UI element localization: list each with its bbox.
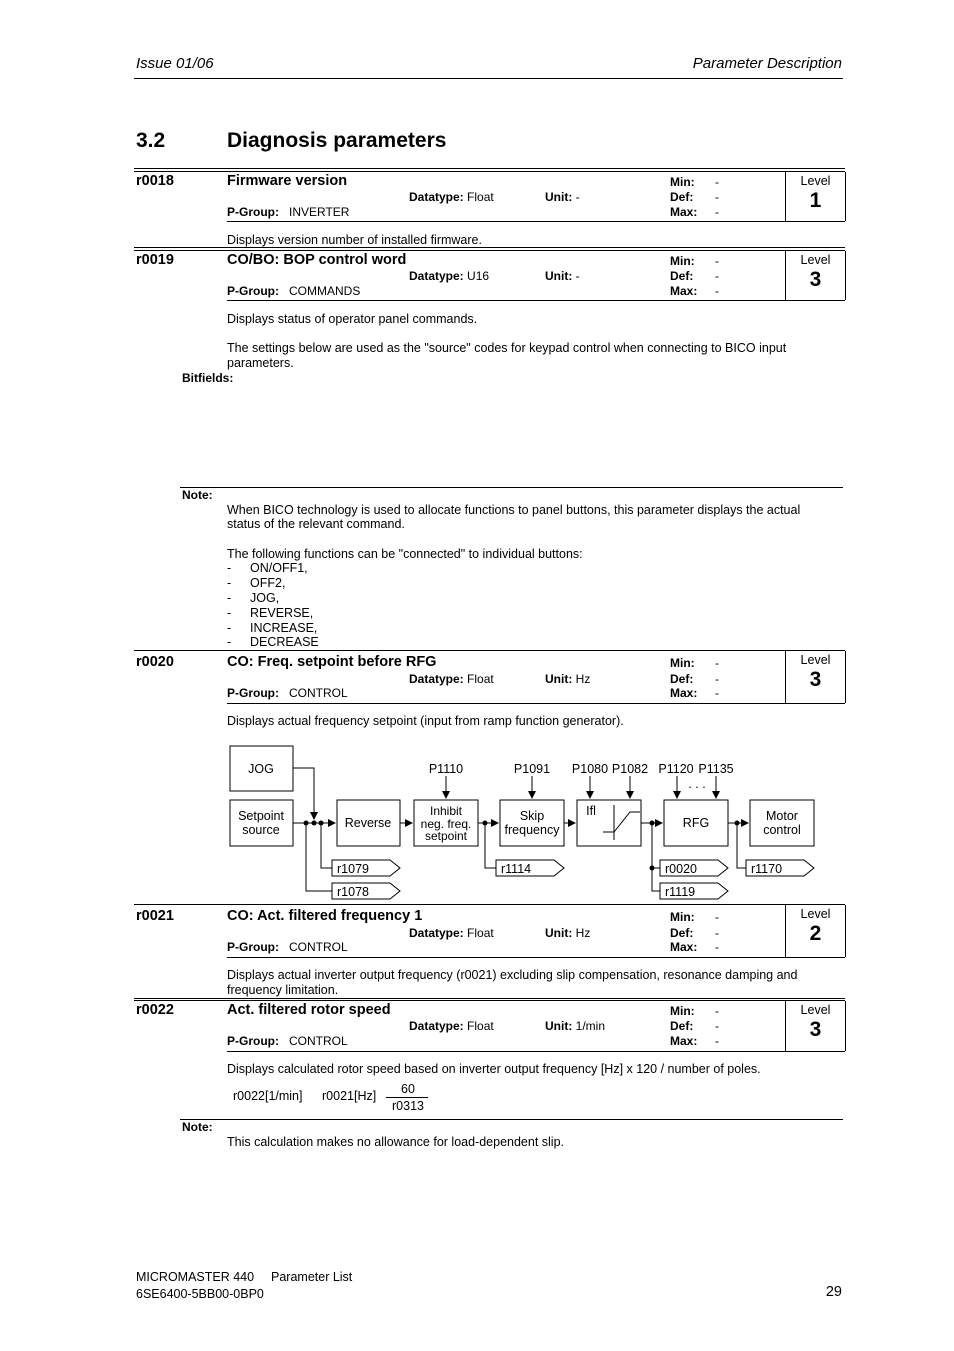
param-p1091: P1091 [513, 762, 551, 776]
unit-value: - [575, 190, 580, 204]
datatype-label: Datatype: [409, 1019, 464, 1033]
param-p1135: P1135 [698, 762, 734, 776]
r1079-tap [321, 823, 332, 868]
fraction-bar [386, 1097, 428, 1098]
def-value: - [715, 926, 719, 940]
unit-value: Hz [575, 672, 591, 686]
param-title: Firmware version [227, 173, 348, 189]
min-value: - [715, 656, 719, 670]
min-label: Min: [670, 656, 695, 670]
level-value: 3 [809, 268, 822, 291]
datatype-label: Datatype: [409, 672, 464, 686]
param-description: Displays actual inverter output frequency (r0021) excluding slip compensation, resonance damping and [227, 968, 798, 982]
def-value: - [715, 672, 719, 686]
page-number: 29 [825, 1284, 842, 1300]
r0020-tap [652, 823, 660, 868]
param-id: r0019 [136, 252, 174, 268]
min-label: Min: [670, 1004, 695, 1018]
output-r1078: r1078 [337, 885, 369, 899]
min-value: - [715, 175, 719, 189]
motor-label-1: Motor [766, 809, 798, 823]
param-id: r0022 [136, 1002, 174, 1018]
max-label: Max: [670, 205, 698, 219]
setpoint-label-1: Setpoint [238, 809, 284, 823]
def-label: Def: [670, 190, 694, 204]
max-value: - [715, 284, 719, 298]
def-label: Def: [670, 926, 694, 940]
header-title: Parameter Description [692, 55, 842, 72]
level-value: 3 [809, 1018, 822, 1041]
r1170-tap [737, 823, 746, 868]
pgroup-label: P-Group: [227, 284, 279, 298]
param-p1082: P1082 [611, 762, 649, 776]
note-text: The following functions can be "connected" to individual buttons: [227, 547, 583, 561]
pgroup-value: INVERTER [289, 205, 350, 219]
param-p1080: P1080 [571, 762, 609, 776]
r1119-tap [652, 868, 660, 891]
list-item: - REVERSE, [227, 606, 314, 620]
datatype-value: Float [467, 926, 494, 940]
param-title: Act. filtered rotor speed [227, 1002, 391, 1018]
level-label: Level [800, 253, 831, 267]
def-value: - [715, 190, 719, 204]
level-label: Level [800, 653, 831, 667]
unit-value: - [575, 269, 580, 283]
note-text: This calculation makes no allowance for load-dependent slip. [227, 1135, 564, 1149]
note-label: Note: [182, 488, 213, 502]
def-value: - [715, 1019, 719, 1033]
output-r1114: r1114 [501, 862, 532, 876]
param-id: r0021 [136, 908, 174, 924]
list-item: - DECREASE [227, 635, 319, 649]
header-issue: Issue 01/06 [136, 55, 214, 72]
note-text: status of the relevant command. [227, 517, 405, 531]
unit-label: Unit: [545, 672, 573, 686]
param-description: Displays calculated rotor speed based on inverter output frequency [Hz] x 120 / number of poles. [227, 1062, 761, 1076]
def-label: Def: [670, 269, 694, 283]
r1078-tap [306, 823, 332, 891]
max-value: - [715, 686, 719, 700]
level-box [785, 905, 846, 957]
min-value: - [715, 1004, 719, 1018]
min-label: Min: [670, 175, 695, 189]
max-label: Max: [670, 284, 698, 298]
level-label: Level [800, 907, 831, 921]
footer-product: MICROMASTER 440 [136, 1270, 255, 1284]
param-description: Displays actual frequency setpoint (input from ramp function generator). [227, 714, 624, 728]
param-description: Displays status of operator panel commands. [227, 312, 478, 326]
datatype-value: Float [467, 1019, 494, 1033]
level-label: Level [800, 1003, 831, 1017]
jog-label: JOG [248, 762, 274, 776]
param-id: r0018 [136, 173, 174, 189]
max-value: - [715, 1034, 719, 1048]
unit-label: Unit: [545, 190, 573, 204]
max-label: Max: [670, 1034, 698, 1048]
note-text: When BICO technology is used to allocate functions to panel buttons, this parameter displays the actual [227, 503, 801, 517]
unit-value: Hz [575, 926, 591, 940]
min-value: - [715, 910, 719, 924]
param-title: CO/BO: BOP control word [227, 252, 407, 268]
formula-lhs: r0022[1/min] [233, 1089, 303, 1103]
list-item: - JOG, [227, 591, 280, 605]
datatype-value: Float [467, 672, 494, 686]
output-r1170: r1170 [751, 862, 783, 876]
r1114-tap [485, 823, 496, 868]
min-value: - [715, 254, 719, 268]
pgroup-value: COMMANDS [289, 284, 361, 298]
param-title: CO: Act. filtered frequency 1 [227, 908, 423, 924]
param-description: parameters. [227, 356, 294, 370]
max-value: - [715, 940, 719, 954]
setpoint-label-2: source [242, 823, 280, 837]
list-item: - ON/OFF1, [227, 561, 308, 575]
unit-value: 1/min [575, 1019, 606, 1033]
datatype-value: Float [467, 190, 494, 204]
pgroup-value: CONTROL [289, 940, 348, 954]
datatype-label: Datatype: [409, 926, 464, 940]
unit-label: Unit: [545, 269, 573, 283]
footer-doc: Parameter List [271, 1270, 353, 1284]
level-value: 3 [809, 668, 822, 691]
output-r0020: r0020 [665, 862, 697, 876]
footer-code: 6SE6400-5BB00-0BP0 [136, 1287, 264, 1301]
pgroup-label: P-Group: [227, 205, 279, 219]
param-description: The settings below are used as the "source" codes for keypad control when connecting to BICO input [227, 341, 787, 355]
jog-line [293, 768, 314, 819]
formula-numerator: 60 [401, 1082, 415, 1096]
note-rule [180, 1119, 843, 1120]
list-item: - OFF2, [227, 576, 286, 590]
pgroup-label: P-Group: [227, 686, 279, 700]
section-title: Diagnosis parameters [227, 129, 447, 152]
unit-label: Unit: [545, 1019, 573, 1033]
level-box [785, 1001, 846, 1051]
datatype-label: Datatype: [409, 269, 464, 283]
level-label: Level [800, 174, 831, 188]
min-label: Min: [670, 910, 695, 924]
skip-label-1: Skip [519, 809, 545, 823]
param-description: frequency limitation. [227, 983, 339, 997]
param-dots: . . . [688, 777, 706, 791]
pgroup-value: CONTROL [289, 686, 348, 700]
inhibit-label-1: Inhibit [429, 804, 463, 818]
max-label: Max: [670, 686, 698, 700]
max-value: - [715, 205, 719, 219]
datatype-label: Datatype: [409, 190, 464, 204]
reverse-label: Reverse [344, 816, 392, 830]
param-title: CO: Freq. setpoint before RFG [227, 654, 437, 670]
output-r1119: r1119 [665, 885, 696, 899]
section-number: 3.2 [136, 129, 166, 152]
inhibit-label-2: neg. freq. [420, 817, 472, 831]
def-label: Def: [670, 1019, 694, 1033]
param-description: Displays version number of installed firmware. [227, 233, 482, 247]
output-r1079: r1079 [337, 862, 369, 876]
pgroup-label: P-Group: [227, 940, 279, 954]
level-value: 1 [809, 189, 822, 212]
formula-denominator: r0313 [392, 1099, 424, 1113]
param-id: r0020 [136, 654, 174, 670]
def-value: - [715, 269, 719, 283]
level-value: 2 [809, 922, 822, 945]
list-item: - INCREASE, [227, 621, 318, 635]
max-label: Max: [670, 940, 698, 954]
formula-rhs: r0021[Hz] [322, 1089, 377, 1103]
param-p1110: P1110 [428, 762, 464, 776]
param-p1120: P1120 [658, 762, 694, 776]
def-label: Def: [670, 672, 694, 686]
motor-label-2: control [763, 823, 801, 837]
rfg-label: RFG [682, 816, 710, 830]
inhibit-label-3: setpoint [424, 829, 468, 843]
limit-label: Ifl [586, 804, 596, 818]
skip-label-2: frequency [504, 823, 560, 837]
pgroup-label: P-Group: [227, 1034, 279, 1048]
datatype-value: U16 [467, 269, 490, 283]
bitfields-label: Bitfields: [182, 371, 234, 385]
note-label: Note: [182, 1120, 213, 1134]
pgroup-value: CONTROL [289, 1034, 348, 1048]
min-label: Min: [670, 254, 695, 268]
limiter-curve [603, 812, 640, 832]
unit-label: Unit: [545, 926, 573, 940]
